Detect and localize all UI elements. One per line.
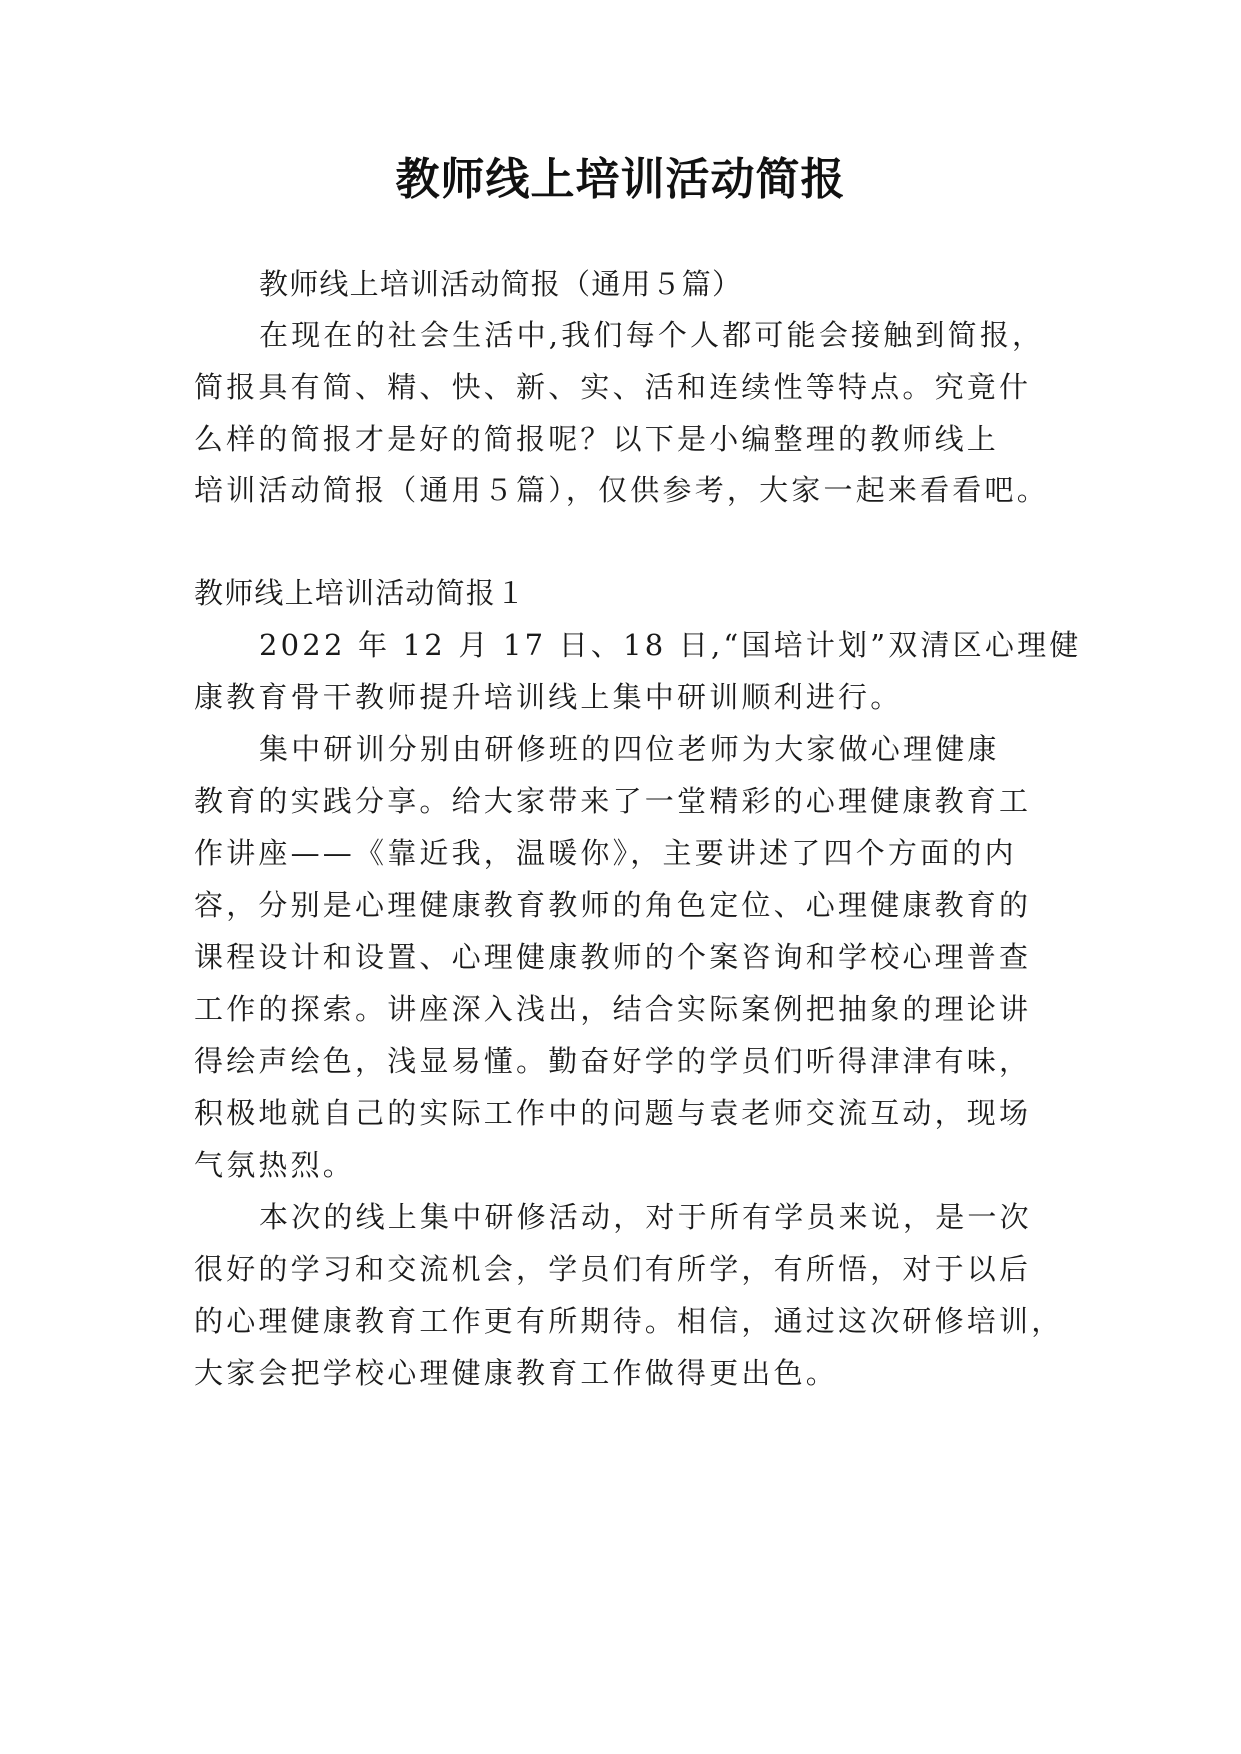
document-subtitle: 教师线上培训活动简报（通用５篇） — [259, 267, 743, 301]
intro-line: 在现在的社会生活中,我们每个人都可能会接触到简报， — [259, 318, 1045, 352]
paragraph-line: 积极地就自己的实际工作中的问题与袁老师交流互动，现场 — [194, 1096, 1032, 1130]
paragraph-line: 工作的探索。讲座深入浅出，结合实际案例把抽象的理论讲 — [194, 992, 1032, 1026]
paragraph-line: 2022 年 12 月 17 日、18 日,“国培计划”双清区心理健 — [259, 628, 1082, 662]
intro-line: 么样的简报才是好的简报呢？以下是小编整理的教师线上 — [194, 422, 1000, 456]
paragraph-line: 康教育骨干教师提升培训线上集中研训顺利进行。 — [194, 680, 903, 714]
paragraph-line: 得绘声绘色，浅显易懂。勤奋好学的学员们听得津津有味， — [194, 1044, 1032, 1078]
paragraph-line: 的心理健康教育工作更有所期待。相信，通过这次研修培训， — [194, 1304, 1064, 1338]
document-title: 教师线上培训活动简报 — [395, 154, 846, 205]
intro-line: 简报具有简、精、快、新、实、活和连续性等特点。究竟什 — [194, 370, 1032, 404]
paragraph-line: 教育的实践分享。给大家带来了一堂精彩的心理健康教育工 — [194, 784, 1032, 818]
paragraph-line: 集中研训分别由研修班的四位老师为大家做心理健康 — [259, 732, 1000, 766]
paragraph-line: 本次的线上集中研修活动，对于所有学员来说，是一次 — [259, 1200, 1032, 1234]
paragraph-line: 作讲座——《靠近我，温暖你》，主要讲述了四个方面的内 — [194, 836, 1017, 870]
paragraph-line: 很好的学习和交流机会，学员们有所学，有所悟，对于以后 — [194, 1252, 1032, 1286]
paragraph-line: 大家会把学校心理健康教育工作做得更出色。 — [194, 1356, 839, 1390]
section-heading: 教师线上培训活动简报１ — [194, 576, 527, 610]
paragraph-line: 容，分别是心理健康教育教师的角色定位、心理健康教育的 — [194, 888, 1032, 922]
paragraph-line: 课程设计和设置、心理健康教师的个案咨询和学校心理普查 — [194, 940, 1032, 974]
paragraph-line: 气氛热烈。 — [194, 1148, 356, 1182]
intro-line: 培训活动简报（通用５篇），仅供参考，大家一起来看看吧。 — [194, 473, 1049, 507]
